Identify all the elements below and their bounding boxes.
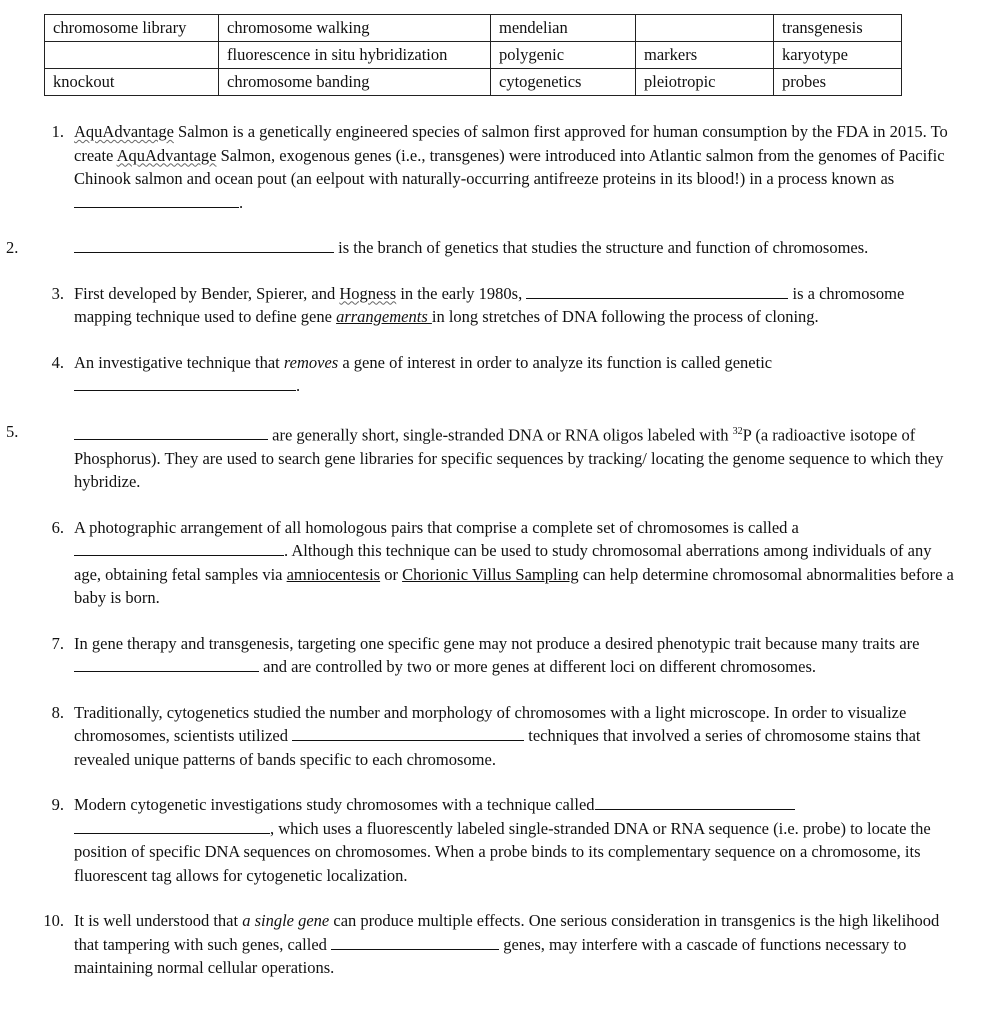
answer-blank[interactable] [74,191,239,208]
question-number: 2. [6,238,19,257]
question-text: a gene of interest in order to analyze its function is called genetic [338,352,773,372]
question-text: a single gene [242,911,330,930]
question-number: 9. [51,795,64,814]
answer-blank[interactable] [74,423,268,440]
word-bank-row [45,15,902,42]
answer-blank[interactable] [74,817,270,834]
superscript: 32 [732,425,743,437]
question-text: can produce multiple effects. One serious consideration in transgenics is the high likelihood that tampering with such genes, called [74,911,940,954]
question-number: 6. [51,517,64,537]
question-number: 8. [51,702,64,722]
question-text: An investigative technique that [74,352,284,372]
question-10 [40,909,958,980]
word-bank-table [44,14,902,96]
question-number: 4. [51,352,64,372]
word-bank-cell: probes [774,69,902,96]
word-bank-cell: chromosome library [45,15,219,42]
question-text: Salmon is a genetically engineered species of salmon first approved for human consumption by the FDA in 2015. To create [74,122,948,165]
question-text: removes [283,352,339,372]
answer-blank[interactable] [74,236,334,253]
question-2 [6,236,958,260]
answer-blank[interactable] [74,374,296,391]
question-1 [40,120,958,214]
question-text: . Although this technique can be used to study chromosomal aberrations among individuals of any age, obtaining fetal samples via [74,541,932,584]
question-number: 10. [43,911,64,930]
question-text: Modern cytogenetic investigations study chromosomes with a technique called [74,795,595,814]
word-bank-cell: transgenesis [774,15,902,42]
word-bank-cell: knockout [45,69,219,96]
answer-blank[interactable] [595,793,795,810]
question-text: AquAdvantage [74,122,174,141]
question-number: 7. [51,633,64,653]
question-text: Salmon, exogenous genes (i.e., transgenes) were introduced into Atlantic salmon from the genomes of Pacific Chinook salmon and ocean pout (an eelpout with naturally-occurring antifreeze proteins in its blood!) in a process known as [74,145,945,188]
question-4 [40,351,958,398]
word-bank-cell: karyotype [774,42,902,69]
question-text: or [380,564,403,584]
question-text: arrangements [336,307,432,326]
answer-blank[interactable] [331,933,499,950]
answer-blank[interactable] [292,724,524,741]
question-5 [6,420,958,494]
question-text: . [296,376,301,395]
question-number: 1. [51,122,64,141]
question-text: in long stretches of DNA following the process of cloning. [431,307,819,326]
word-bank-cell: cytogenetics [491,69,636,96]
word-bank-cell: pleiotropic [636,69,774,96]
word-bank-cell: fluorescence in situ hybridization [219,42,491,69]
word-bank-cell: chromosome banding [219,69,491,96]
question-text: techniques that involved a series of chromosome stains that revealed unique patterns of bands specific to each chromosome. [74,726,921,769]
question-7 [40,632,958,679]
word-bank-row [45,69,902,96]
question-number: 5. [6,421,19,441]
question-text: , which uses a fluorescently labeled single-stranded DNA or RNA sequence (i.e. probe) to locate the position of specific DNA sequences on chromosomes. When a probe binds to its complementary sequence on a chromosome, its fluorescent tag allows for cytogenetic localization. [74,818,931,885]
question-text: can help determine chromosomal abnormalities before a baby is born. [74,564,954,607]
question-list [6,120,958,1002]
question-9 [40,793,958,887]
question-text: amniocentesis [286,564,381,584]
answer-blank[interactable] [74,655,259,672]
question-text: and are controlled by two or more genes at different loci on different chromosomes. [259,657,817,676]
answer-blank[interactable] [74,539,284,556]
question-text: in the early 1980s, [396,283,527,303]
question-text: . [239,192,244,212]
word-bank-cell: markers [636,42,774,69]
word-bank-cell: mendelian [491,15,636,42]
question-text: Chorionic Villus Sampling [402,564,579,584]
question-text: genes, may interfere with a cascade of functions necessary to maintaining normal cellular operations. [74,934,907,977]
question-text: In gene therapy and transgenesis, targeting one specific gene may not produce a desired phenotypic trait because many traits are [74,633,920,653]
question-3 [40,282,958,329]
question-6 [40,516,958,610]
word-bank-cell [636,15,774,42]
question-text: is the branch of genetics that studies the structure and function of chromosomes. [334,238,869,257]
word-bank-cell [45,42,219,69]
question-number: 3. [51,283,64,303]
word-bank-row [45,42,902,69]
question-text: are generally short, single-stranded DNA or RNA oligos labeled with [268,425,733,444]
word-bank-cell: chromosome walking [219,15,491,42]
question-text: A photographic arrangement of all homologous pairs that comprise a complete set of chromosomes is called a [74,517,799,537]
question-text: AquAdvantage [116,145,217,165]
answer-blank[interactable] [526,282,788,299]
question-text: It is well understood that [74,911,243,930]
word-bank-cell: polygenic [491,42,636,69]
question-text: First developed by Bender, Spierer, and [74,283,340,303]
question-8 [40,701,958,772]
question-text: P (a radioactive isotope of Phosphorus). They are used to search gene libraries for specific sequences by tracking/ locating the genome sequence to which they hybridize. [74,425,944,491]
question-text: Hogness [339,283,397,303]
question-text: Traditionally, cytogenetics studied the number and morphology of chromosomes with a light microscope. In order to visualize chromosomes, scientists utilized [74,702,907,745]
question-text: is a chromosome mapping technique used to define gene [74,283,905,326]
